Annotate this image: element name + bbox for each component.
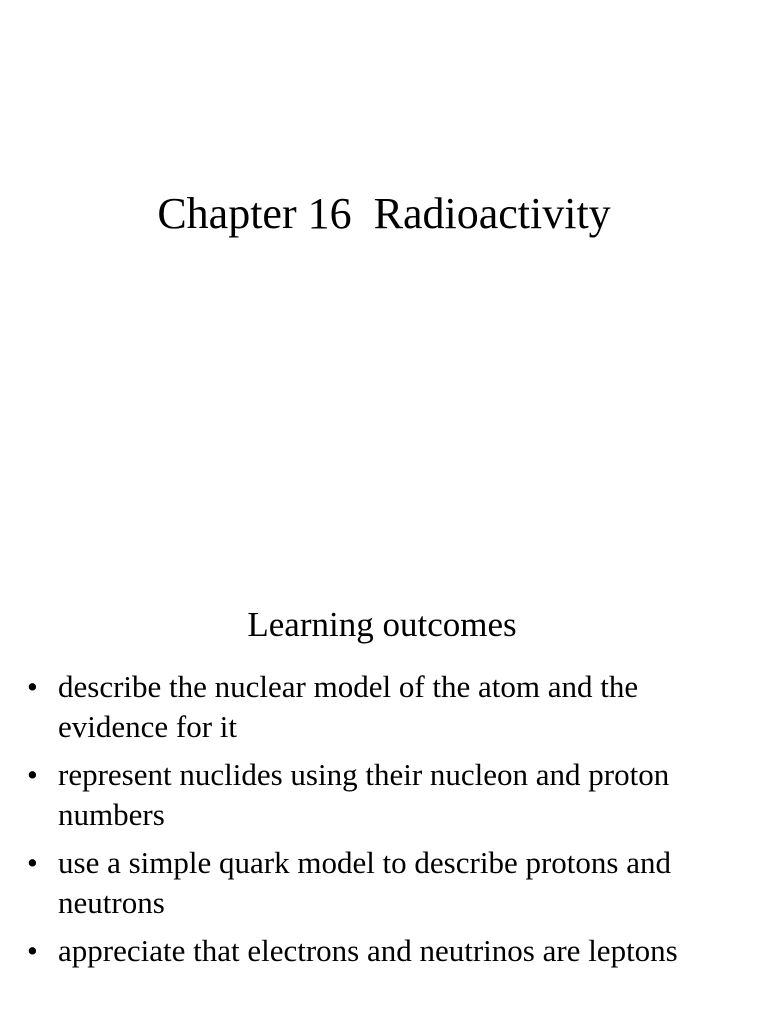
slide-title: Chapter 16 Radioactivity bbox=[157, 189, 611, 238]
learning-outcomes-heading: Learning outcomes bbox=[247, 605, 517, 644]
list-item bbox=[0, 931, 768, 971]
bullet-icon: • bbox=[27, 669, 38, 704]
list-item bbox=[0, 755, 768, 835]
list-item bbox=[0, 667, 768, 747]
learning-outcomes-list bbox=[0, 667, 768, 979]
bullet-icon: • bbox=[27, 933, 38, 968]
list-item-text: describe the nuclear model of the atom and the evidence for it bbox=[58, 669, 639, 744]
bullet-icon: • bbox=[27, 757, 38, 792]
list-item-text: represent nuclides using their nucleon and proton numbers bbox=[58, 757, 670, 832]
list-item bbox=[0, 843, 768, 923]
bullet-icon: • bbox=[27, 845, 38, 880]
list-item-text: use a simple quark model to describe protons and neutrons bbox=[58, 845, 671, 920]
list-item-text: appreciate that electrons and neutrinos are leptons bbox=[58, 933, 678, 968]
